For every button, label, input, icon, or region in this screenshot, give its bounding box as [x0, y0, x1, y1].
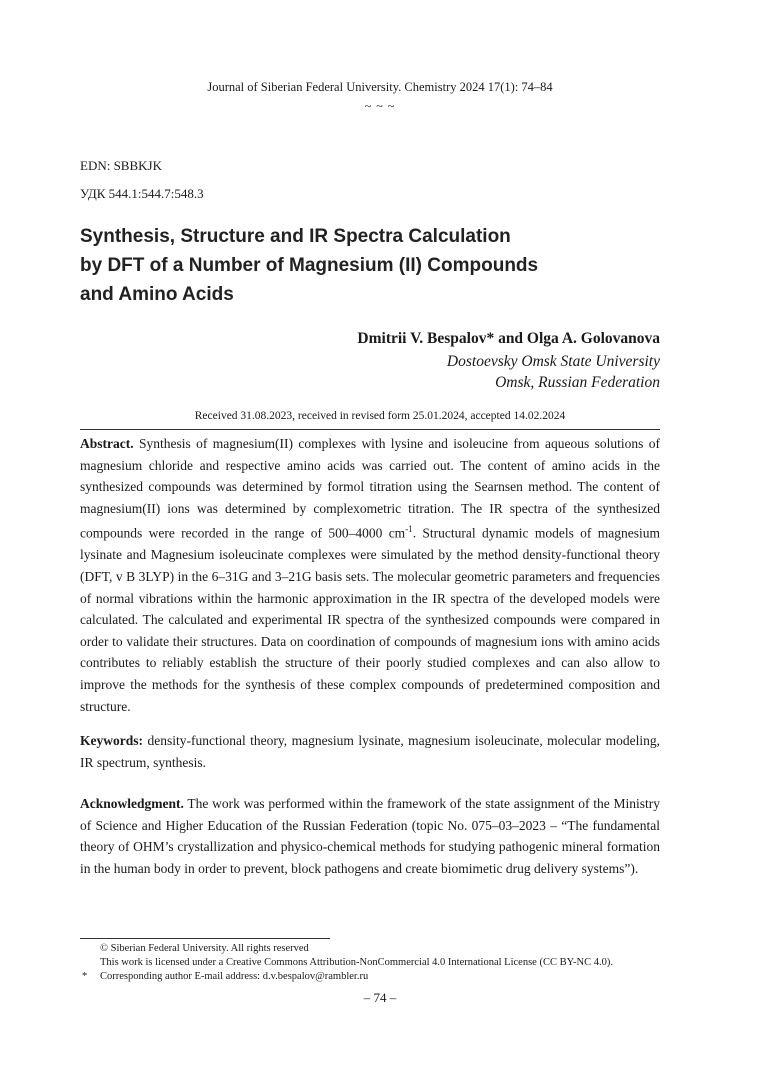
- keywords-text: density-functional theory, magnesium lysinate, magnesium isoleucinate, molecular modeling, IR spectrum, synthesis.: [80, 733, 660, 770]
- authors: Dmitrii V. Bespalov* and Olga A. Golovanova: [357, 330, 660, 347]
- affiliation-institution: Dostoevsky Omsk State University: [446, 353, 660, 370]
- footnote-star: *: [82, 971, 88, 982]
- acknowledgment: [80, 793, 660, 879]
- abstract-text-2: . Structural dynamic models of magnesium lysinate and Magnesium isoleucinate complexes were simulated by the method density-functional theory (DFT, v B 3LYP) in the 6–31G and 3–21G basis sets. The molecular geometric parameters and frequencies of normal vibrations within the harmonic approximation in the IR spectra of the developed models were calculated. The calculated and experimental IR spectra of the synthesized compounds were compared in order to validate their structures. Data on coordination of compounds of magnesium ions with amino acids contributes to reliably establish the structure of their poorly studied complexes and can also allow to improve the methods for the synthesis of these complex compounds of predetermined composition and structure.: [80, 525, 661, 714]
- udk-code: УДК 544.1:544.7:548.3: [80, 186, 204, 201]
- footnote-corresponding: Corresponding author E-mail address: d.v.bespalov@rambler.ru: [100, 971, 369, 982]
- header-ornament: ~ ~ ~: [364, 99, 396, 113]
- article-title: [80, 222, 640, 309]
- abstract: [80, 433, 660, 717]
- abstract-label: Abstract.: [80, 436, 134, 451]
- divider: [80, 429, 660, 430]
- received-dates: Received 31.08.2023, received in revised form 25.01.2024, accepted 14.02.2024: [194, 410, 566, 422]
- title-line: by DFT of a Number of Magnesium (II) Compounds: [80, 255, 539, 276]
- affiliation-location: Omsk, Russian Federation: [495, 374, 660, 391]
- journal-header: Journal of Siberian Federal University. Chemistry 2024 17(1): 74–84: [207, 80, 553, 94]
- keywords-label: Keywords:: [80, 733, 143, 748]
- page-number: – 74 –: [363, 990, 397, 1005]
- acknowledgment-text: The work was performed within the framework of the state assignment of the Ministry of Science and Higher Education of the Russian Federation (topic No. 075–03–2023 – “The fundamental theory of OHM’s crystallization and physico-chemical methods for studying pathogenic mineral formation in the human body in order to prevent, block pathogens and create biomimetic drug delivery systems”).: [80, 796, 660, 876]
- edn-code: EDN: SBBKJK: [80, 158, 162, 173]
- footnote-license: This work is licensed under a Creative Commons Attribution-NonCommercial 4.0 International License (CC BY-NC 4.0).: [100, 957, 613, 968]
- abstract-text-1: Synthesis of magnesium(II) complexes with lysine and isoleucine from aqueous solutions of magnesium chloride and respective amino acids was carried out. The content of amino acids in the synthesized compounds was determined by formol titration using the Searnsen method. The content of magnesium(II) ions was determined by complexometric titration. The IR spectra of the synthesized compounds were recorded in the range of 500–4000 cm: [80, 436, 660, 541]
- footnote-divider: [80, 938, 330, 939]
- keywords: [80, 730, 660, 773]
- title-line: and Amino Acids: [80, 284, 234, 305]
- footnote-copyright: © Siberian Federal University. All rights reserved: [100, 943, 309, 954]
- title-line: Synthesis, Structure and IR Spectra Calculation: [80, 226, 511, 247]
- abstract-sup: -1: [405, 524, 413, 535]
- affiliation: [447, 351, 660, 393]
- acknowledgment-label: Acknowledgment.: [80, 796, 184, 811]
